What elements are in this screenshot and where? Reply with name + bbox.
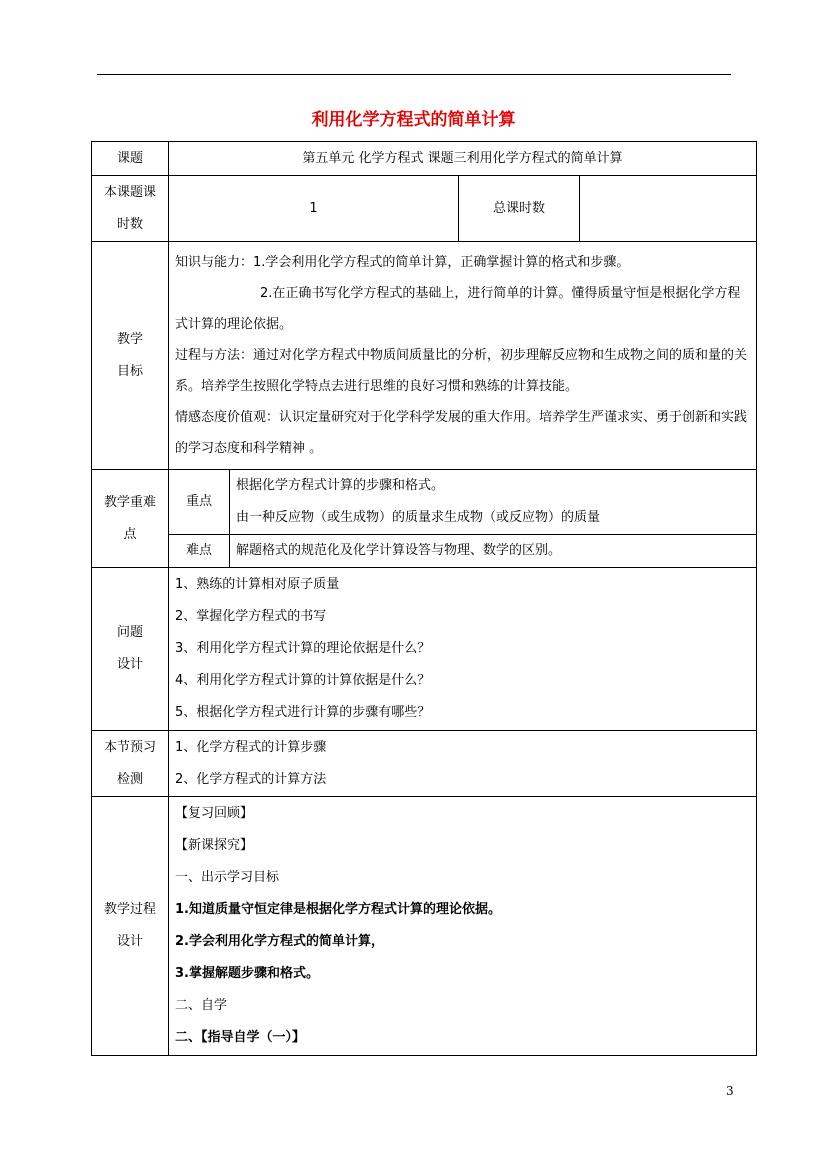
keypoints-label-line1: 教学重难 — [103, 494, 156, 510]
document-title: 利用化学方程式的简单计算 — [311, 110, 516, 130]
question-item: 3、利用化学方程式计算的理论依据是什么？ — [175, 641, 431, 656]
row-hours — [92, 176, 757, 242]
question-item: 2、掌握化学方程式的书写 — [175, 609, 327, 624]
question-item: 5、根据化学方程式进行计算的步骤有哪些？ — [175, 705, 431, 720]
process-goal-3: 3.掌握解题步骤和格式。 — [175, 966, 319, 981]
objectives-content — [169, 242, 757, 470]
focus-content — [230, 470, 757, 535]
objective-process: 过程与方法：通过对化学方程式中物质间质量比的分析，初步理解反应物和生成物之间的质和量的关系。培养学生按照化学特点去进行思维的良好习惯和熟练的计算技能。 — [175, 348, 748, 394]
process-item: 【新课探究】 — [175, 838, 254, 853]
process-item: 二、自学 — [175, 998, 228, 1013]
row-objectives — [92, 242, 757, 470]
keypoints-label-line2: 点 — [123, 526, 137, 542]
header-rule — [97, 74, 731, 75]
preview-item: 1、化学方程式的计算步骤 — [175, 739, 327, 755]
process-content — [169, 797, 757, 1056]
question-item: 1、熟练的计算相对原子质量 — [175, 577, 340, 592]
objective-knowledge-2: 2.在正确书写化学方程式的基础上，进行简单的计算。懂得质量守恒是根据化学方程式计算的理论依据。 — [175, 286, 741, 332]
process-guided-study: 二、【指导自学（一）】 — [175, 1030, 306, 1045]
process-goal-2: 2.学会利用化学方程式的简单计算， — [175, 934, 384, 949]
focus-line-1: 根据化学方程式计算的步骤和格式。 — [236, 478, 445, 493]
row-topic — [92, 142, 757, 176]
focus-line-2: 由一种反应物（或生成物）的质量求生成物（或反应物）的质量 — [236, 510, 601, 525]
keypoints-label — [92, 470, 169, 568]
difficulty-label: 难点 — [169, 535, 230, 568]
process-item: 【复习回顾】 — [175, 806, 254, 821]
objective-knowledge-1: 知识与能力：1.学会利用化学方程式的简单计算，正确掌握计算的格式和步骤。 — [175, 255, 630, 270]
questions-label-line1: 问题 — [116, 625, 143, 640]
hours-value: 1 — [169, 176, 459, 242]
hours-label — [92, 176, 169, 242]
topic-label: 课题 — [92, 142, 169, 176]
lesson-plan-table — [91, 141, 757, 1056]
row-questions — [92, 568, 757, 731]
preview-label-line1: 本节预习 — [103, 739, 156, 755]
preview-content — [169, 731, 757, 797]
objectives-label-line2: 目标 — [116, 363, 143, 379]
questions-label-line2: 设计 — [116, 657, 143, 672]
total-hours-label: 总课时数 — [459, 176, 580, 242]
hours-label-line2: 时数 — [116, 216, 143, 232]
process-label — [92, 797, 169, 1056]
questions-label — [92, 568, 169, 731]
row-process — [92, 797, 757, 1056]
process-label-line1: 教学过程 — [103, 902, 156, 917]
total-hours-value — [580, 176, 757, 242]
preview-label — [92, 731, 169, 797]
preview-label-line2: 检测 — [116, 771, 143, 787]
objective-attitude: 情感态度价值观：认识定量研究对于化学科学发展的重大作用。培养学生严谨求实、勇于创新和实践的学习态度和科学精神 。 — [175, 410, 748, 456]
process-item: 一、出示学习目标 — [175, 870, 280, 885]
row-keypoints-focus — [92, 470, 757, 535]
objectives-label — [92, 242, 169, 470]
topic-value: 第五单元 化学方程式 课题三利用化学方程式的简单计算 — [169, 142, 757, 176]
process-label-line2: 设计 — [116, 934, 143, 949]
questions-content — [169, 568, 757, 731]
focus-label: 重点 — [169, 470, 230, 535]
page-number: 3 — [726, 1084, 734, 1098]
hours-label-line1: 本课题课 — [103, 184, 156, 200]
row-keypoints-difficulty — [92, 535, 757, 568]
preview-item: 2、化学方程式的计算方法 — [175, 771, 327, 787]
row-preview — [92, 731, 757, 797]
question-item: 4、利用化学方程式计算的计算依据是什么？ — [175, 673, 431, 688]
objectives-label-line1: 教学 — [116, 331, 143, 347]
difficulty-content: 解题格式的规范化及化学计算设答与物理、数学的区别。 — [230, 535, 757, 568]
process-goal-1: 1.知道质量守恒定律是根据化学方程式计算的理论依据。 — [175, 902, 501, 917]
